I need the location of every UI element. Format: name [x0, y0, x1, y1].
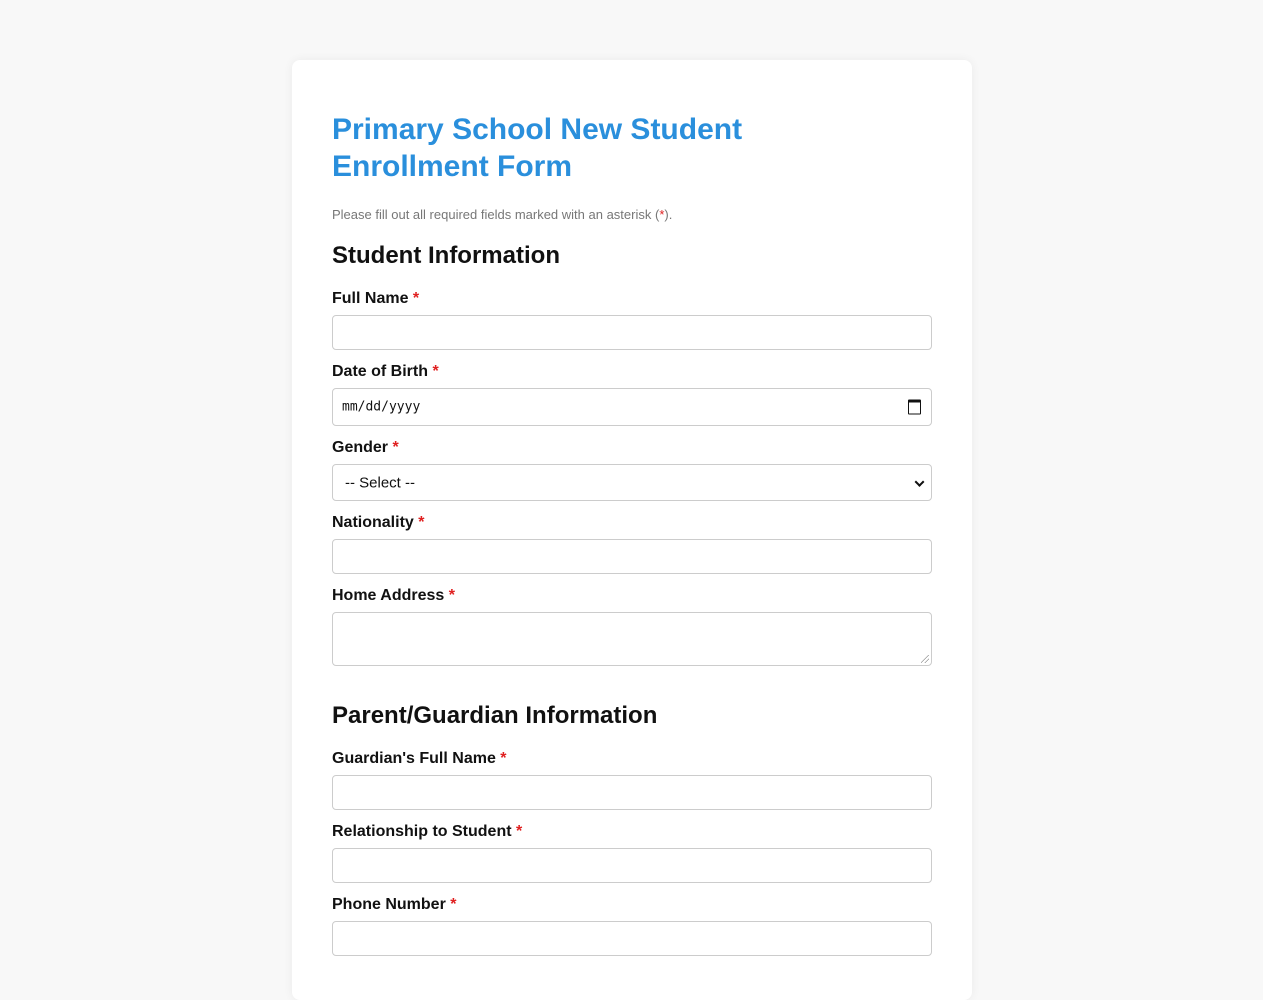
relationship-input[interactable] [332, 848, 932, 883]
required-asterisk: * [500, 750, 507, 767]
section-heading-student: Student Information [332, 242, 560, 269]
required-asterisk: * [450, 896, 457, 913]
form-instructions [332, 207, 932, 223]
phone-label [332, 895, 932, 914]
label-text: Phone Number [332, 896, 446, 913]
full-name-label [332, 289, 932, 308]
label-text: Home Address [332, 587, 445, 604]
dob-label [332, 362, 932, 381]
date-placeholder: mm/dd/yyyy [342, 399, 421, 415]
label-text: Nationality [332, 514, 414, 531]
guardian-name-label [332, 749, 932, 768]
label-text: Gender [332, 439, 389, 456]
instructions-text-end: ). [664, 207, 673, 222]
full-name-input[interactable] [332, 315, 932, 350]
phone-input[interactable] [332, 921, 932, 956]
instructions-text: Please fill out all required fields marked with an asterisk ( [332, 207, 660, 222]
required-asterisk: * [432, 363, 439, 380]
label-text: Guardian's Full Name [332, 750, 496, 767]
resize-handle-icon[interactable] [921, 655, 929, 663]
gender-label [332, 438, 932, 457]
calendar-icon[interactable] [908, 400, 921, 415]
required-asterisk: * [392, 439, 399, 456]
required-asterisk: * [418, 514, 425, 531]
page-title: Primary School New Student Enrollment Form [332, 113, 743, 183]
guardian-name-input[interactable] [332, 775, 932, 810]
required-asterisk: * [516, 823, 523, 840]
select-value: -- Select -- [345, 474, 416, 491]
relationship-label [332, 822, 932, 841]
label-text: Relationship to Student [332, 823, 512, 840]
label-text: Date of Birth [332, 363, 428, 380]
dob-input[interactable] [332, 388, 932, 426]
label-text: Full Name [332, 290, 409, 307]
nationality-input[interactable] [332, 539, 932, 574]
enrollment-form-card [292, 60, 972, 1000]
gender-select[interactable] [332, 464, 932, 501]
nationality-label [332, 513, 932, 532]
chevron-down-icon [915, 477, 925, 487]
required-asterisk: * [412, 290, 420, 307]
home-address-textarea[interactable] [332, 612, 932, 666]
home-address-label [332, 586, 932, 605]
asterisk-marker: * [659, 207, 665, 222]
section-heading-guardian: Parent/Guardian Information [332, 702, 658, 729]
required-asterisk: * [448, 587, 456, 604]
